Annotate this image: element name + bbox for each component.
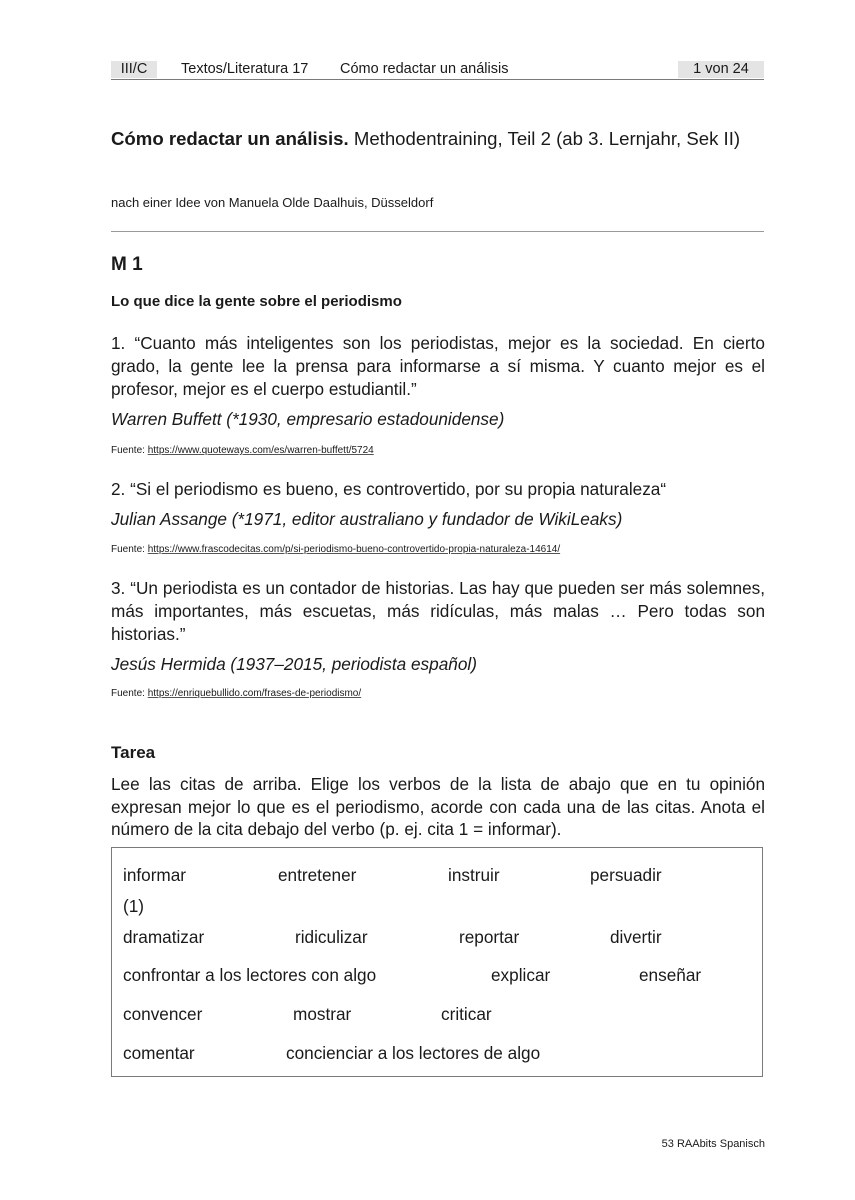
- verb-criticar: criticar: [441, 1004, 492, 1024]
- verb-concienciar: concienciar a los lectores de algo: [286, 1043, 541, 1063]
- source-link[interactable]: https://www.quoteways.com/es/warren-buffett/5724: [147, 445, 374, 456]
- task-instructions: Lee las citas de arriba. Elige los verbos de la lista de abajo que en tu opinión expresan mejor lo que es el periodismo, acorde con cada una de las citas. Anota el número de la cita debajo del verbo (p. ej. cita 1 = informar).: [111, 774, 765, 839]
- page-number: 1 von 24: [678, 61, 764, 78]
- verb-confrontar: confrontar a los lectores con algo: [123, 965, 377, 985]
- verb-entretener: entretener: [278, 865, 357, 885]
- quote-3: 3. “Un periodista es un contador de historias. Las hay que pueden ser más solemnes, más importantes, más escuetas, más ridículas, más malas … Pero todas son historias.”: [111, 578, 765, 644]
- document-title-bold: Cómo redactar un análisis.: [111, 128, 349, 149]
- verb-dramatizar: dramatizar: [123, 927, 205, 947]
- quote-2-source: [111, 543, 560, 556]
- verb-persuadir: persuadir: [590, 865, 662, 885]
- verb-informar: informar: [123, 865, 187, 885]
- verb-divertir: divertir: [610, 927, 662, 947]
- verb-mostrar: mostrar: [293, 1004, 352, 1024]
- source-link[interactable]: https://www.frascodecitas.com/p/si-periodismo-bueno-controvertido-propia-naturaleza-14614/: [147, 544, 561, 555]
- publisher-footer: 53 RAAbits Spanisch: [661, 1138, 765, 1150]
- divider: [111, 231, 764, 232]
- verb-convencer: convencer: [123, 1004, 203, 1024]
- verb-reportar: reportar: [459, 927, 520, 947]
- quote-1-source: [111, 444, 374, 457]
- document-title-rest: Methodentraining, Teil 2 (ab 3. Lernjahr, Sek II): [348, 128, 741, 149]
- running-header: [111, 60, 764, 80]
- source-label: Fuente:: [111, 544, 148, 555]
- source-link[interactable]: https://enriquebullido.com/frases-de-periodismo/: [147, 688, 362, 699]
- quote-3-attribution: Jesús Hermida (1937–2015, periodista español): [111, 654, 477, 674]
- source-label: Fuente:: [111, 445, 148, 456]
- section-label: III/C: [111, 61, 157, 78]
- quote-2: 2. “Si el periodismo es bueno, es controvertido, por su propia naturaleza“: [111, 479, 667, 499]
- section-subtitle: Lo que dice la gente sobre el periodismo: [111, 293, 402, 310]
- task-heading: Tarea: [111, 743, 156, 762]
- verb-ridiculizar: ridiculizar: [295, 927, 368, 947]
- verb-comentar: comentar: [123, 1043, 195, 1063]
- verb-ensenar: enseñar: [639, 965, 702, 985]
- quote-1-attribution: Warren Buffett (*1930, empresario estadounidense): [111, 409, 505, 429]
- document-title: [111, 127, 766, 151]
- verb-explicar: explicar: [491, 965, 551, 985]
- author-line: nach einer Idee von Manuela Olde Daalhuis, Düsseldorf: [111, 195, 434, 210]
- example-annotation: (1): [123, 896, 145, 916]
- header-title: Cómo redactar un análisis: [340, 61, 509, 77]
- source-label: Fuente:: [111, 688, 148, 699]
- quote-3-source: [111, 687, 361, 700]
- series-label: Textos/Literatura 17: [181, 61, 309, 77]
- quote-1: 1. “Cuanto más inteligentes son los periodistas, mejor es la sociedad. En cierto grado, la gente lee la prensa para informarse a sí misma. Y cuanto mejor es el profesor, mejor es el cuerpo estudiantil.”: [111, 333, 765, 399]
- material-label: M 1: [111, 254, 143, 275]
- quote-2-attribution: Julian Assange (*1971, editor australiano y fundador de WikiLeaks): [111, 509, 623, 529]
- verb-instruir: instruir: [448, 865, 500, 885]
